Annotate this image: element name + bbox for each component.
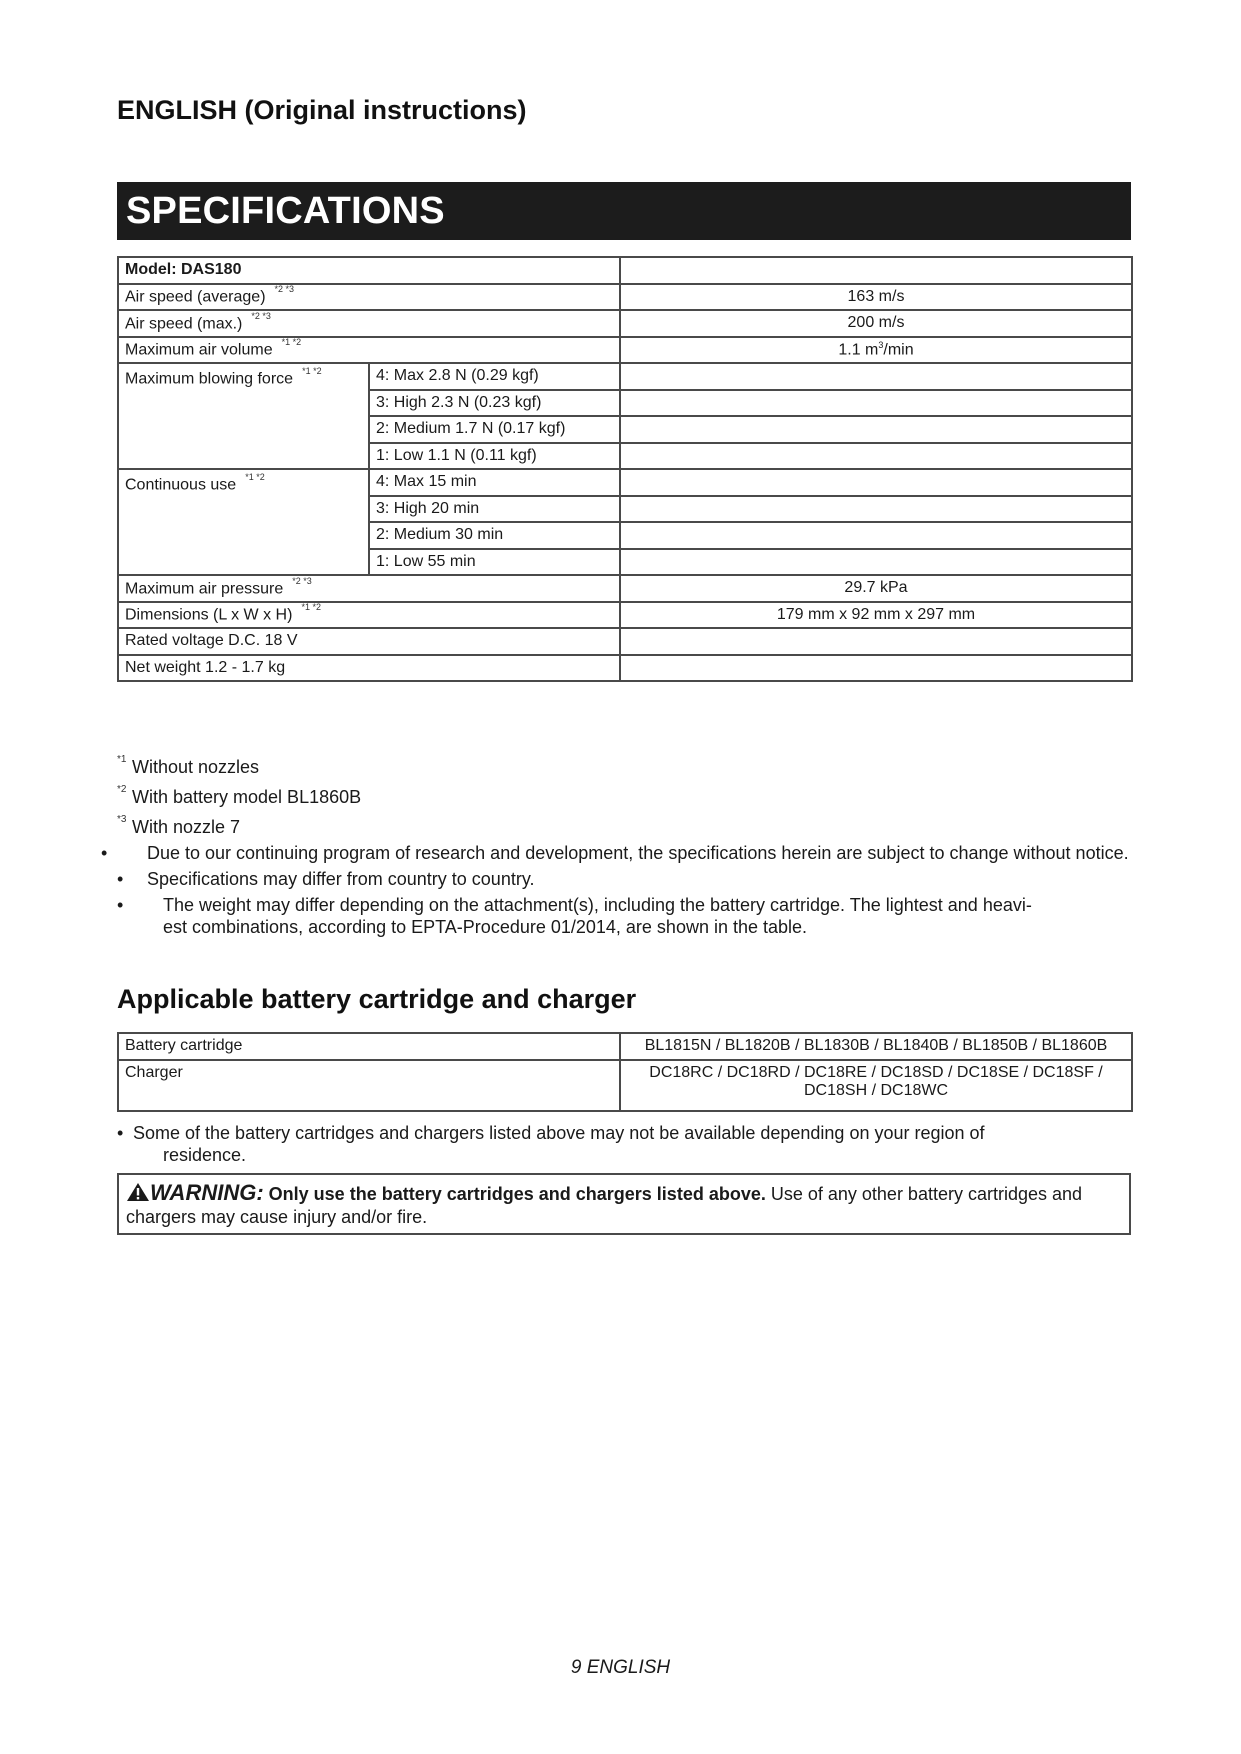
- continuous-use-mode: 1: Low 55 min: [369, 549, 620, 576]
- warning-text: Use of any other battery cartridges and chargers may cause injury and/or fire.: [126, 1184, 1083, 1227]
- page-language-title: ENGLISH (Original instructions): [117, 95, 527, 125]
- bullet-item: • Due to our continuing program of research and development, the specifications herein are subject to change without notice.: [101, 843, 1129, 863]
- bullet-item: [117, 894, 1131, 938]
- footnote-ref: *1 *2: [281, 337, 302, 348]
- continuous-use-value-cell: [620, 469, 1132, 496]
- air-volume-number: 1.1 m: [838, 341, 879, 359]
- model-label: Model: DAS180: [118, 257, 620, 284]
- footnote-text: With nozzle 7: [132, 817, 241, 837]
- specifications-table: [117, 256, 1133, 682]
- table-row: [118, 655, 1132, 682]
- air-speed-average-label: [118, 284, 620, 311]
- air-speed-average-text: Air speed (average): [125, 288, 266, 306]
- blowing-force-mode: 3: High 2.3 N (0.23 kgf): [369, 390, 620, 417]
- air-pressure-label: [118, 575, 620, 602]
- charger-value: [620, 1060, 1132, 1111]
- blowing-force-mode: 2: Medium 1.7 N (0.17 kgf): [369, 416, 620, 443]
- continuous-use-mode: 3: High 20 min: [369, 496, 620, 523]
- rated-voltage-label: Rated voltage D.C. 18 V: [118, 628, 620, 655]
- air-pressure-text: Maximum air pressure: [125, 579, 284, 597]
- model-value-cell: [620, 257, 1132, 284]
- specifications-banner: SPECIFICATIONS: [117, 182, 1131, 240]
- air-speed-max-text: Air speed (max.): [125, 314, 243, 332]
- blowing-force-value-cell: [620, 443, 1132, 470]
- rated-voltage-value-cell: [620, 628, 1132, 655]
- air-volume-label: [118, 337, 620, 364]
- table-row: [118, 628, 1132, 655]
- bullet-text: Specifications may differ from country to country.: [147, 869, 535, 889]
- continuous-use-text: Continuous use: [125, 476, 237, 494]
- blowing-force-mode: 4: Max 2.8 N (0.29 kgf): [369, 363, 620, 390]
- footnote-ref: *1 *2: [301, 602, 321, 613]
- footnote-text: With battery model BL1860B: [132, 787, 362, 807]
- battery-section-title: Applicable battery cartridge and charger: [117, 984, 637, 1014]
- warning-box: [117, 1173, 1131, 1235]
- table-row: [118, 1033, 1132, 1060]
- continuous-use-label: [118, 469, 369, 575]
- air-speed-max-label: [118, 310, 620, 337]
- footnote-ref: *2 *3: [274, 284, 295, 295]
- continuous-use-value-cell: [620, 549, 1132, 576]
- charger-value-line: DC18RC / DC18RD / DC18RE / DC18SD / DC18SE / DC18SF /: [649, 1064, 1103, 1081]
- air-pressure-value: 29.7 kPa: [620, 575, 1132, 602]
- table-row: [118, 1060, 1132, 1111]
- warning-triangle-icon: [126, 1182, 150, 1202]
- footnote-ref: *1 *2: [302, 366, 322, 376]
- air-speed-average-value: 163 m/s: [620, 284, 1132, 311]
- dimensions-label: [118, 602, 620, 629]
- air-volume-text: Maximum air volume: [125, 341, 273, 359]
- availability-text: Some of the battery cartridges and chargers listed above may not be available depending on your region of: [133, 1123, 985, 1143]
- air-volume-value: [620, 337, 1132, 364]
- battery-cartridge-value: BL1815N / BL1820B / BL1830B / BL1840B / BL1850B / BL1860B: [620, 1033, 1132, 1060]
- footnote-mark: *3: [117, 814, 127, 825]
- table-row: [118, 363, 1132, 390]
- blowing-force-value-cell: [620, 390, 1132, 417]
- footnote: [117, 752, 1131, 782]
- blowing-force-mode: 1: Low 1.1 N (0.11 kgf): [369, 443, 620, 470]
- warning-emphasis: Only use the battery cartridges and chargers listed above.: [268, 1184, 766, 1204]
- footnote: [117, 782, 1131, 812]
- dimensions-value: 179 mm x 92 mm x 297 mm: [620, 602, 1132, 629]
- footnote-text: Without nozzles: [132, 757, 260, 777]
- charger-label: Charger: [118, 1060, 620, 1111]
- air-speed-max-value: 200 m/s: [620, 310, 1132, 337]
- footnote-ref: *2 *3: [251, 310, 271, 321]
- cubic-superscript: 3: [878, 340, 884, 351]
- page-number: 9 ENGLISH: [570, 1657, 671, 1678]
- bullet-text: The weight may differ depending on the attachment(s), including the battery cartridge. The lightest and heavi-: [163, 895, 1032, 915]
- spec-notes: [101, 752, 1131, 942]
- charger-value-line: DC18SH / DC18WC: [803, 1082, 949, 1099]
- footnote-ref: *2 *3: [292, 575, 312, 586]
- net-weight-value-cell: [620, 655, 1132, 682]
- blowing-force-value-cell: [620, 363, 1132, 390]
- table-row: [118, 310, 1132, 337]
- bullet-dot: •: [117, 1123, 124, 1143]
- net-weight-label: Net weight 1.2 - 1.7 kg: [118, 655, 620, 682]
- warning-label: WARNING:: [150, 1180, 264, 1205]
- bullet-dot: •: [117, 895, 124, 915]
- blowing-force-text: Maximum blowing force: [125, 370, 294, 388]
- table-row: [118, 469, 1132, 496]
- continuous-use-value-cell: [620, 496, 1132, 523]
- bullet-item: [117, 868, 1131, 890]
- blowing-force-label: [118, 363, 369, 469]
- continuous-use-value-cell: [620, 522, 1132, 549]
- footnote: [117, 812, 1131, 842]
- battery-charger-table: [117, 1032, 1133, 1112]
- air-volume-unit: /min: [883, 341, 914, 359]
- bullet-dot: •: [117, 869, 124, 889]
- bullet-text: est combinations, according to EPTA-Procedure 01/2014, are shown in the table.: [163, 917, 808, 937]
- availability-text: residence.: [163, 1145, 247, 1165]
- availability-note: [117, 1122, 1117, 1166]
- table-row: [118, 602, 1132, 629]
- dimensions-text: Dimensions (L x W x H): [125, 606, 293, 624]
- continuous-use-mode: 2: Medium 30 min: [369, 522, 620, 549]
- table-row: [118, 575, 1132, 602]
- bullet-text: Due to our continuing program of research and development, the specifications herein are subject to change without notice.: [147, 843, 1129, 863]
- footnote-mark: *1: [117, 754, 127, 765]
- table-row: [118, 284, 1132, 311]
- footnote-mark: *2: [117, 784, 127, 795]
- table-row: [118, 337, 1132, 364]
- blowing-force-value-cell: [620, 416, 1132, 443]
- table-row: [118, 257, 1132, 284]
- battery-cartridge-label: Battery cartridge: [118, 1033, 620, 1060]
- footnote-ref: *1 *2: [245, 472, 265, 482]
- continuous-use-mode: 4: Max 15 min: [369, 469, 620, 496]
